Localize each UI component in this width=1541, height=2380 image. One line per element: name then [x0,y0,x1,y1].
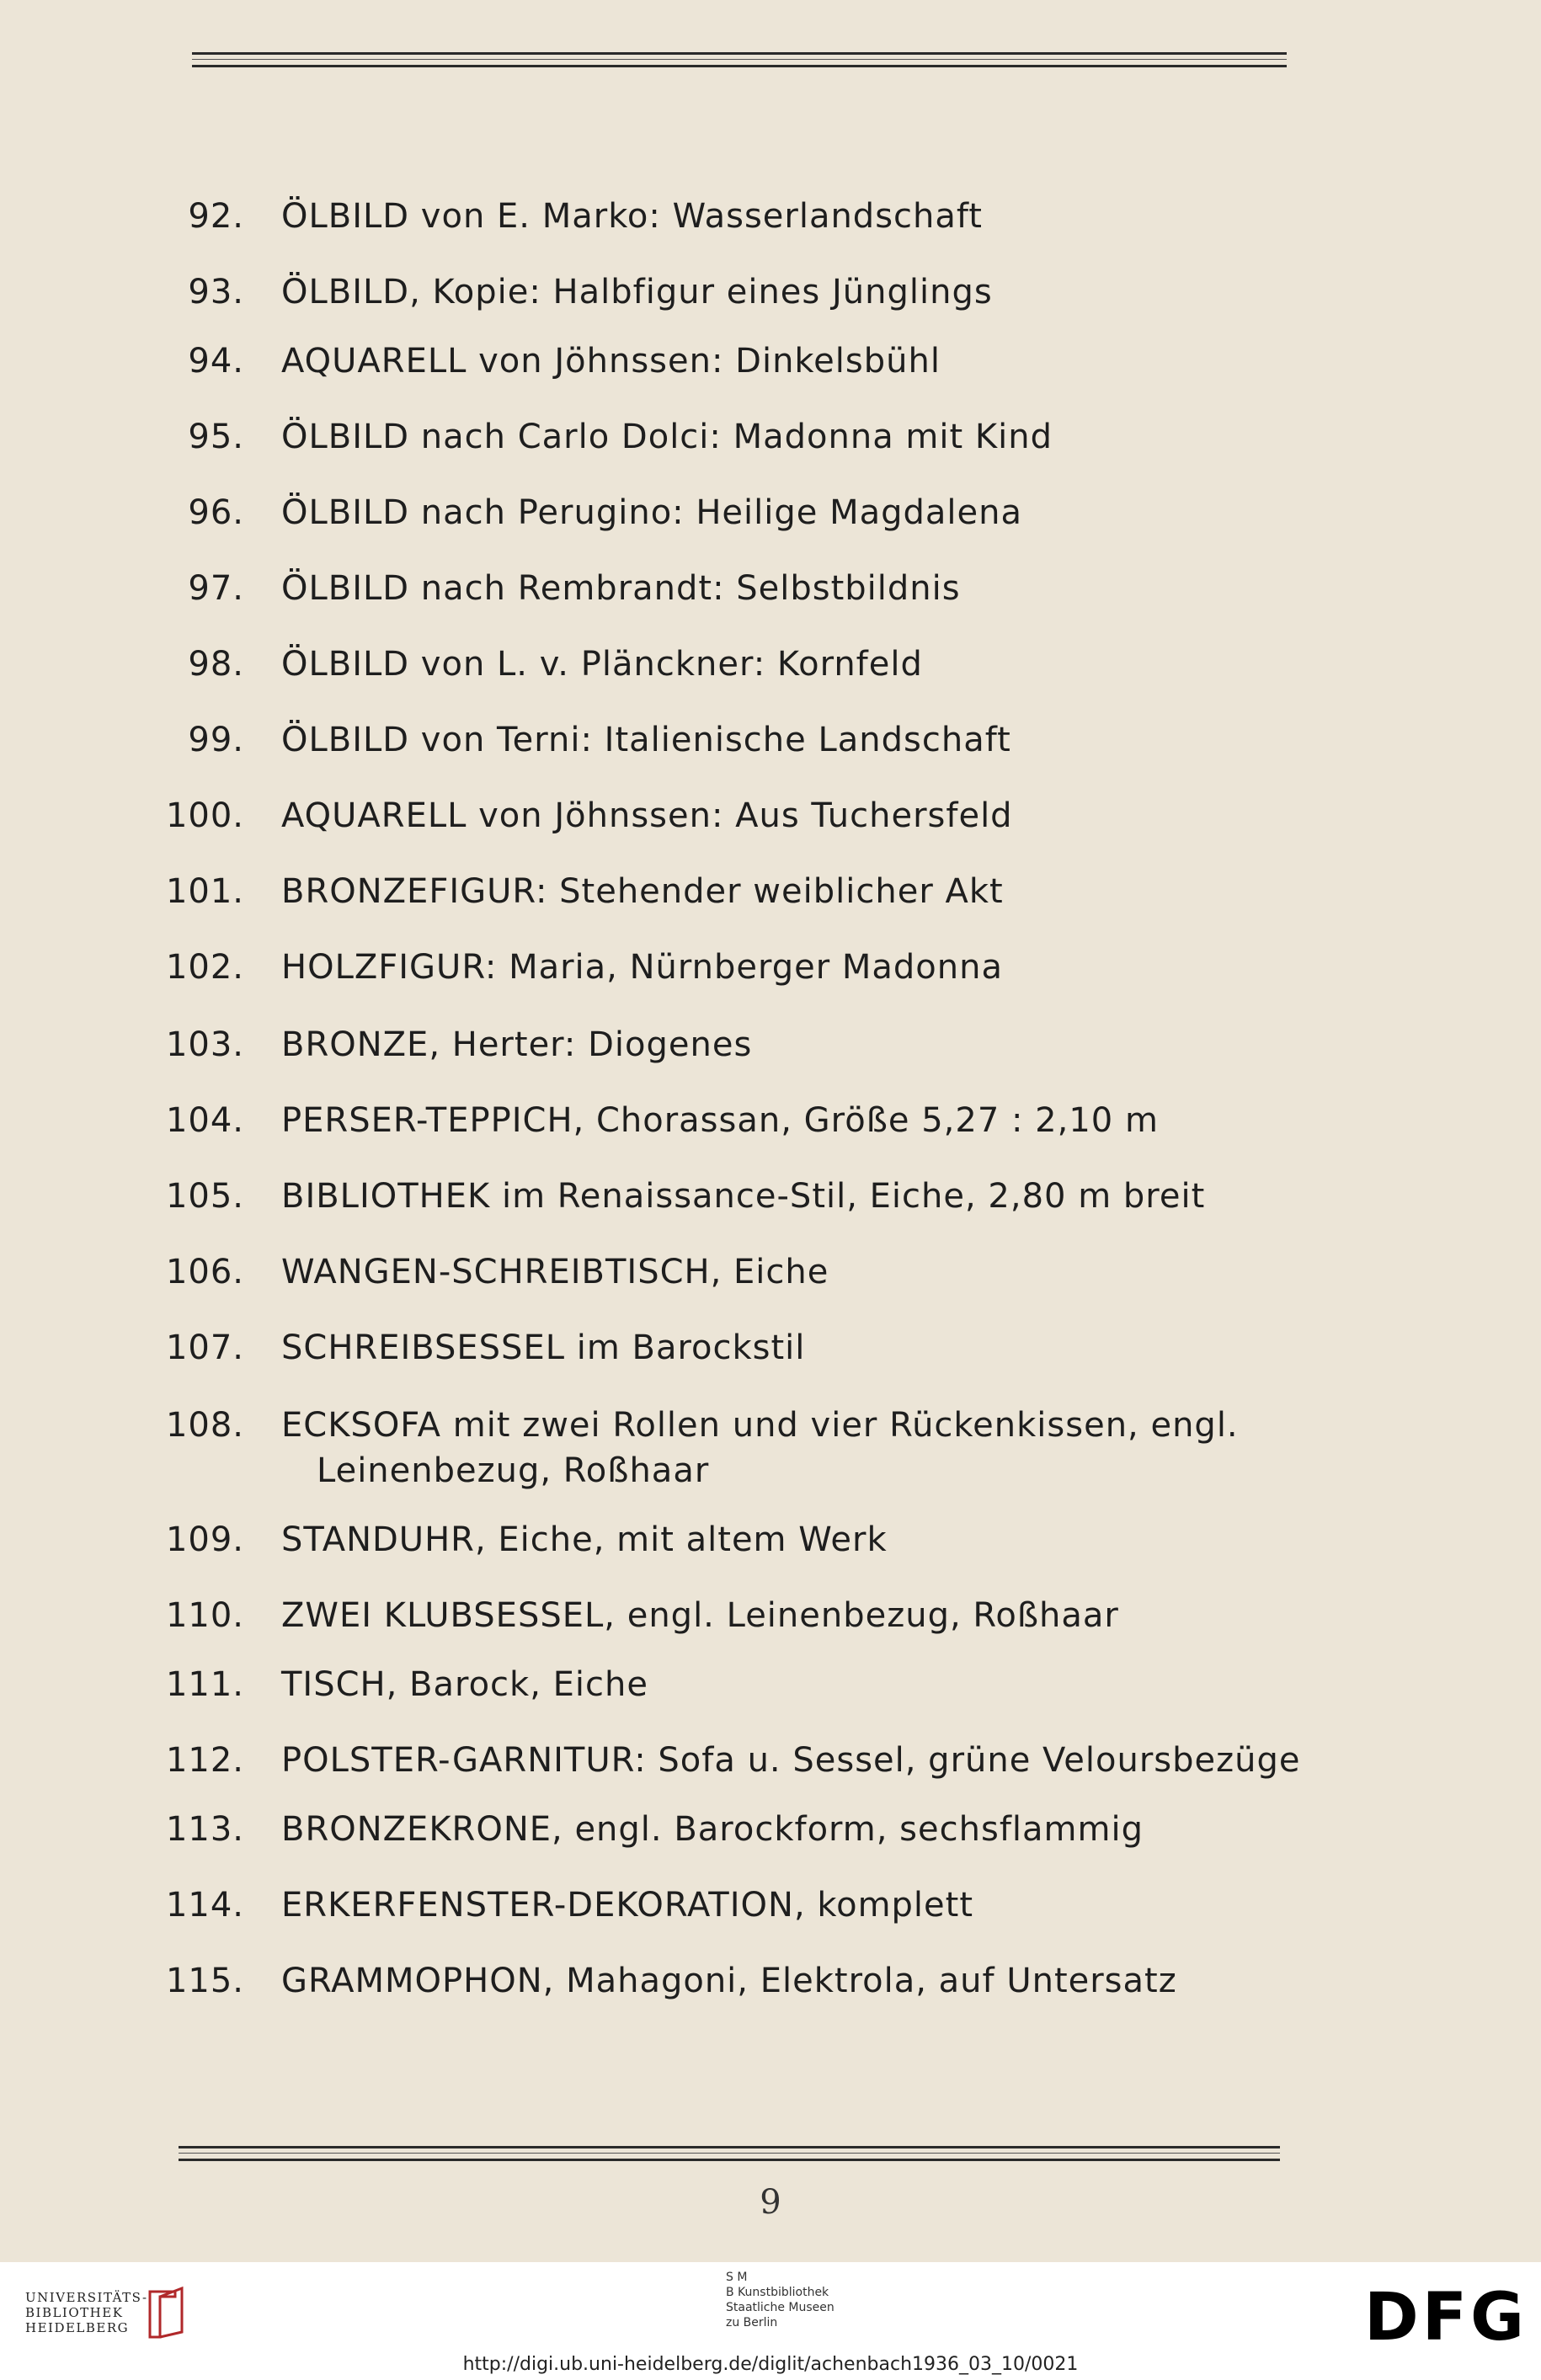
entry-number: 114. [165,1886,244,1925]
entry-description: ÖLBILD nach Carlo Dolci: Madonna mit Kind [281,418,1053,456]
entry-description: ÖLBILD nach Perugino: Heilige Magdalena [281,493,1022,532]
bottom-double-rule [179,2146,1280,2161]
entry-description: BRONZEKRONE, engl. Barockform, sechsflammig [281,1810,1144,1849]
entry-number: 96. [188,493,244,532]
entry-description: POLSTER-GARNITUR: Sofa u. Sessel, grüne Veloursbezüge [281,1741,1301,1780]
entry-description: ERKERFENSTER-DEKORATION, komplett [281,1886,974,1925]
entry-number: 110. [165,1596,244,1635]
entry-number: 95. [188,418,244,456]
entry-number: 97. [188,569,244,608]
stamp-line-1: S M [726,2271,748,2284]
entry-description: ÖLBILD von E. Marko: Wasserlandschaft [281,197,983,236]
entry-description: ÖLBILD von L. v. Plänckner: Kornfeld [281,645,923,684]
entry-description: AQUARELL von Jöhnssen: Aus Tuchersfeld [281,796,1013,835]
university-library-logo[interactable] [25,2290,148,2335]
entry-number: 98. [188,645,244,684]
entry-number: 106. [165,1253,244,1291]
permalink-url[interactable]: http://digi.ub.uni-heidelberg.de/diglit/achenbach1936_03_10/0021 [462,2354,1079,2375]
entry-number: 101. [165,872,244,911]
entry-number: 103. [165,1025,244,1064]
entry-description: ECKSOFA mit zwei Rollen und vier Rückenkissen, engl. [281,1406,1239,1445]
entry-number: 107. [165,1328,244,1367]
entry-number: 111. [165,1665,244,1704]
entry-number: 100. [165,796,244,835]
entry-description: ÖLBILD von Terni: Italienische Landschaft [281,721,1011,759]
entry-description-continuation: Leinenbezug, Roßhaar [317,1451,710,1490]
entry-description: WANGEN-SCHREIBTISCH, Eiche [281,1253,829,1291]
entry-number: 104. [165,1101,244,1140]
entry-number: 112. [165,1741,244,1780]
entry-number: 113. [165,1810,244,1849]
entry-number: 108. [165,1406,244,1445]
entry-description: STANDUHR, Eiche, mit altem Werk [281,1520,888,1559]
library-mark-icon [141,2285,189,2345]
entry-description: BRONZE, Herter: Diogenes [281,1025,753,1064]
entry-number: 94. [188,342,244,381]
entry-description: AQUARELL von Jöhnssen: Dinkelsbühl [281,342,941,381]
entry-number: 102. [165,948,244,987]
page-number: 9 [760,2183,781,2222]
entry-description: SCHREIBSESSEL im Barockstil [281,1328,806,1367]
library-line-3: HEIDELBERG [25,2320,130,2335]
stamp-line-2: B Kunstbibliothek [726,2286,829,2299]
entry-description: ZWEI KLUBSESSEL, engl. Leinenbezug, Roßhaar [281,1596,1119,1635]
entry-description: GRAMMOPHON, Mahagoni, Elektrola, auf Untersatz [281,1962,1177,2000]
entry-number: 115. [165,1962,244,2000]
entry-description: ÖLBILD nach Rembrandt: Selbstbildnis [281,569,961,608]
entry-number: 99. [188,721,244,759]
entry-description: ÖLBILD, Kopie: Halbfigur eines Jünglings [281,273,993,311]
entry-description: PERSER-TEPPICH, Chorassan, Größe 5,27 : 2,10 m [281,1101,1159,1140]
library-line-2: BIBLIOTHEK [25,2305,124,2320]
entry-description: HOLZFIGUR: Maria, Nürnberger Madonna [281,948,1003,987]
stamp-line-4: zu Berlin [726,2316,778,2329]
stamp-line-3: Staatliche Museen [726,2301,834,2314]
entry-number: 105. [165,1177,244,1216]
entry-description: BRONZEFIGUR: Stehender weiblicher Akt [281,872,1004,911]
entry-number: 109. [165,1520,244,1559]
entry-description: BIBLIOTHEK im Renaissance-Stil, Eiche, 2,80 m breit [281,1177,1206,1216]
entry-number: 93. [188,273,244,311]
entry-number: 92. [188,197,244,236]
museum-stamp [726,2270,834,2330]
top-double-rule [192,52,1287,67]
entry-description: TISCH, Barock, Eiche [281,1665,648,1704]
dfg-logo[interactable]: DFG [1364,2280,1528,2356]
library-line-1: UNIVERSITÄTS- [25,2290,148,2305]
